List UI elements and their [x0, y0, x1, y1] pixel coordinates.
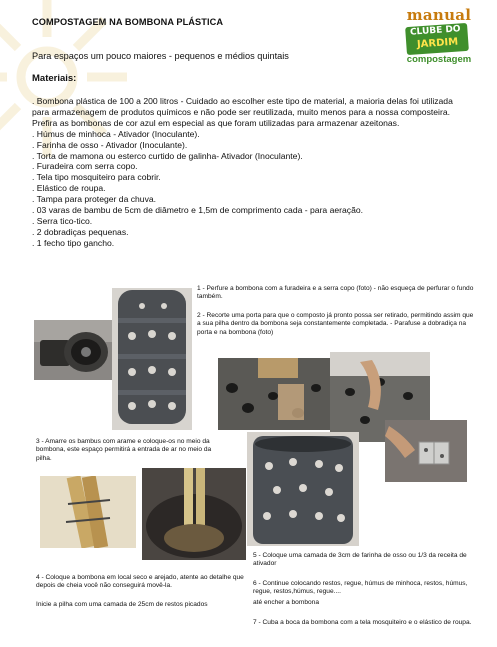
logo-compostagem-text: compostagem	[406, 54, 472, 65]
step-3-caption: 3 - Amarre os bambus com arame e coloque-os no meio da bombona, este espaço permitirá a entrada de ar no meio da pilha.	[36, 438, 212, 462]
photo-perforated-drum	[112, 288, 192, 430]
materials-list	[32, 96, 472, 249]
list-item: . Tela tipo mosquiteiro para cobrir.	[32, 172, 161, 183]
list-item: . Torta de mamona ou esterco curtido de galinha- Ativador (Inoculante).	[32, 150, 303, 161]
logo-manual-text: manual	[406, 6, 472, 24]
page-title: COMPOSTAGEM NA BOMBONA PLÁSTICA	[32, 17, 224, 27]
photo-drum-filled	[247, 432, 359, 546]
photo-door-cut	[218, 358, 330, 430]
list-item: . 03 varas de bambu de 5cm de diâmetro e 1,5m de comprimento cada - para aeração.	[32, 205, 364, 216]
list-item: . Furadeira com serra copo.	[32, 161, 138, 172]
step-5-caption: 5 - Coloque uma camada de 3cm de farinha de osso ou 1/3 da receita de ativador	[253, 552, 467, 568]
list-item: . Húmus de minhoca - Ativador (Inoculante).	[32, 128, 200, 139]
materials-heading: Materiais:	[32, 73, 77, 84]
list-item: . Elástico de roupa.	[32, 183, 106, 194]
step-7-caption: 7 - Cuba a boca da bombona com a tela mosquiteiro e o elástico de roupa.	[253, 619, 472, 626]
logo-clube-text: CLUBE DO	[409, 24, 461, 38]
list-item: . Serra tico-tico.	[32, 215, 93, 226]
step-4b-caption: Inicie a pilha com uma camada de 25cm de restos picados	[36, 601, 208, 608]
list-item: . Farinha de osso - Ativador (Inoculante).	[32, 139, 188, 150]
photo-bamboo-tied	[40, 476, 136, 548]
photo-hole-saw	[34, 320, 112, 380]
list-item: . 1 fecho tipo gancho.	[32, 237, 115, 248]
logo-jardim-text: JARDIM	[416, 36, 459, 51]
list-item: . 2 dobradiças pequenas.	[32, 226, 129, 237]
brand-logo	[402, 6, 476, 68]
subtitle: Para espaços um pouco maiores - pequenos e médios quintais	[32, 51, 289, 61]
list-item: . Bombona plástica de 100 a 200 litros - Cuidado ao escolher este tipo de material, a maioria delas foi utilizada para armazenagem de produtos químicos e não pode ser reutilizada, muito menos para a nossa composteira. Prefira as bombonas de cor azul em especial as que foram utilizadas para armazenar azeitonas.	[32, 96, 453, 128]
step-4-caption: 4 - Coloque a bombona em local seco e arejado, atente ao detalhe que depois de cheia você não conseguirá movê-la.	[36, 574, 244, 590]
step-6-caption: 6 - Continue colocando restos, regue, húmus de minhoca, restos, húmus, regue, restos,húmus, regue....	[253, 580, 468, 596]
step-2-caption: 2 - Recorte uma porta para que o composto já pronto possa ser retirado, permitindo assim que a sua pilha dentro da bombona seja constantemente completada. - Parafuse a dobradiça na porta e na bombona (foto)	[197, 312, 474, 336]
photo-hinge-detail	[385, 420, 467, 482]
photo-bamboo-in-drum	[142, 468, 246, 560]
step-6b-caption: até encher a bombona	[253, 599, 319, 606]
list-item: . Tampa para proteger da chuva.	[32, 194, 157, 205]
step-1-caption: 1 - Perfure a bombona com a furadeira e a serra copo (foto) - não esqueça de perfurar o fundo também.	[197, 285, 474, 301]
